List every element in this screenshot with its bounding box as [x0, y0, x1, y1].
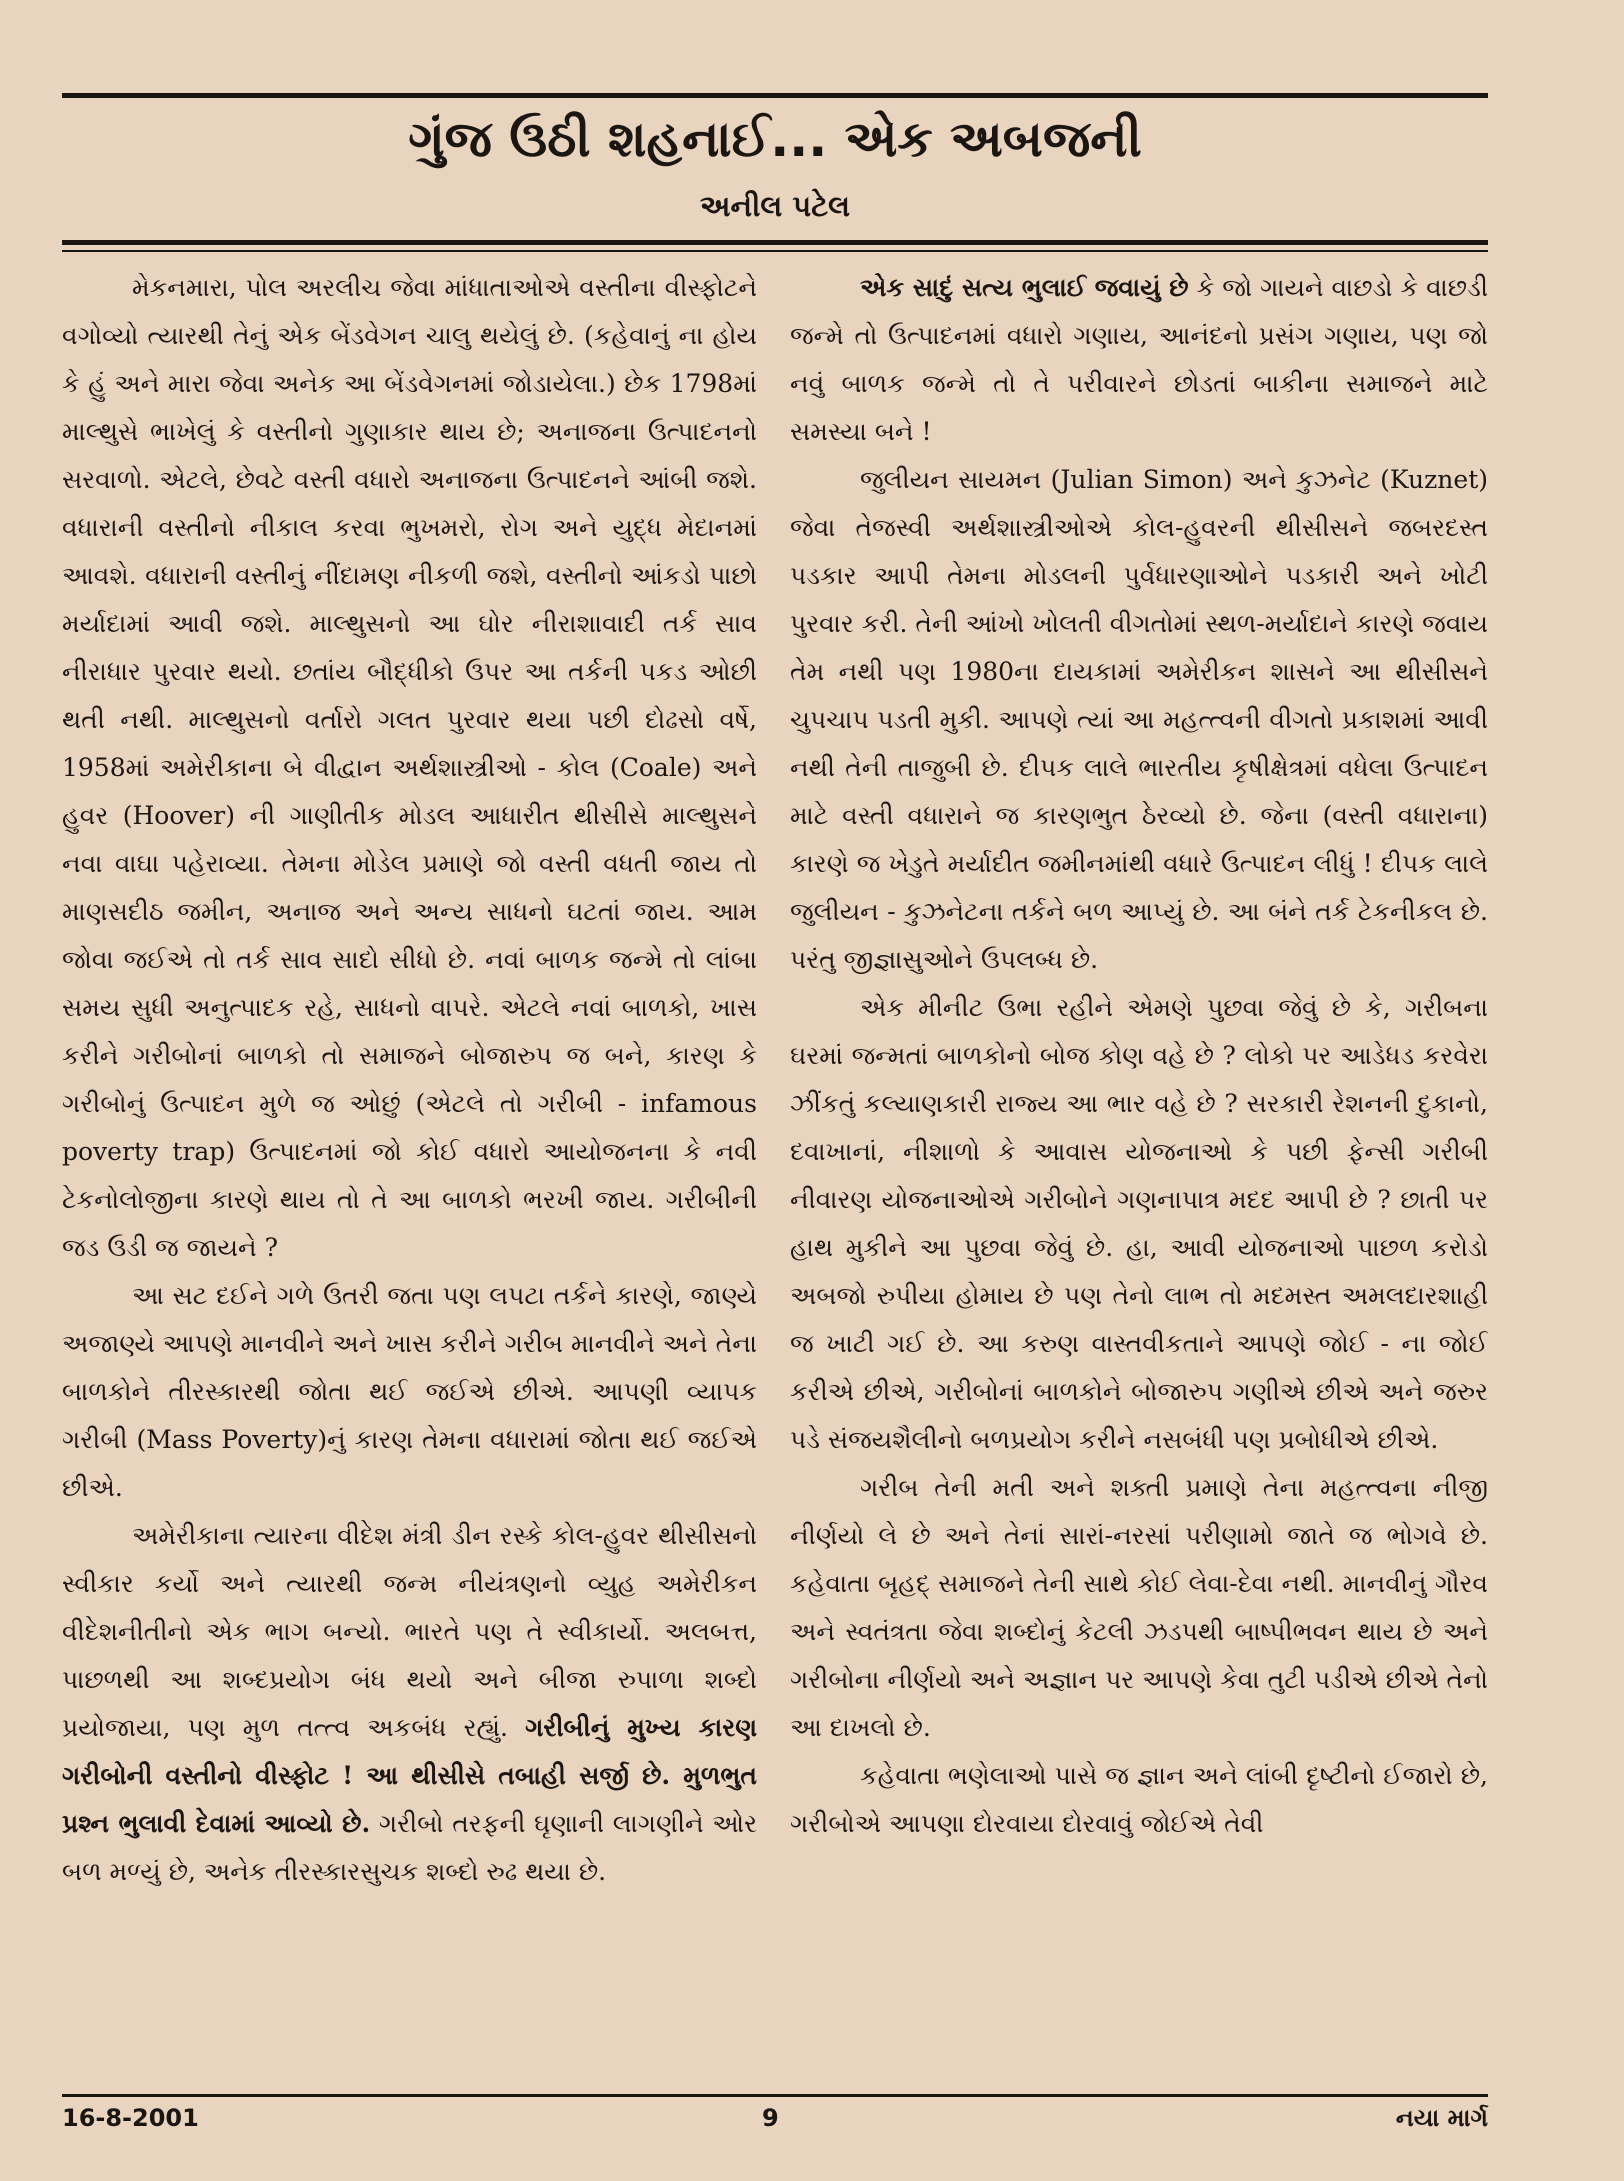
paragraph: [790, 264, 1488, 456]
paragraph: જુલીયન સાયમન (Julian Simon) અને કુઝનેટ (Kuznet) જેવા તેજસ્વી અર્થશાસ્ત્રીઓએ કોલ-હુવરની થીસીસને જબરદસ્ત પડકાર આપી તેમના મોડલની પુર્વધારણાઓને પડકારી અને ખોટી પુરવાર કરી. તેની આંખો ખોલતી વીગતોમાં સ્થળ-મર્યાદાને કારણે જવાય તેમ નથી પણ 1980ના દાયકામાં અમેરીકન શાસને આ થીસીસને ચુપચાપ પડતી મુકી. આપણે ત્યાં આ મહત્ત્વની વીગતો પ્રકાશમાં આવી નથી તેની તાજુબી છે. દીપક લાલે ભારતીય કૃષીક્ષેત્રમાં વધેલા ઉત્પાદન માટે વસ્તી વધારાને જ કારણભુત ઠેરવ્યો છે. જેના (વસ્તી વધારાના) કારણે જ ખેડુતે મર્યાદીત જમીનમાંથી વધારે ઉત્પાદન લીધું ! દીપક લાલે જુલીયન - કુઝનેટના તર્કને બળ આપ્યું છે. આ બંને તર્ક ટેકનીકલ છે. પરંતુ જીજ્ઞાસુઓને ઉપલબ્ધ છે.: [790, 465, 1488, 974]
footer-date: 16-8-2001: [62, 2104, 199, 2132]
header-rule: [62, 240, 1488, 245]
paragraph: કહેવાતા ભણેલાઓ પાસે જ જ્ઞાન અને લાંબી દૃષ્ટીનો ઈજારો છે, ગરીબોએ આપણા દોરવાયા દોરવાવું જોઈએ તેવી: [790, 1761, 1488, 1838]
paragraph: એક મીનીટ ઉભા રહીને એમણે પુછવા જેવું છે કે, ગરીબના ઘરમાં જન્મતાં બાળકોનો બોજ કોણ વહે છે ? લોકો પર આડેધડ કરવેરા ઝીંકતું કલ્યાણકારી રાજ્ય આ ભાર વહે છે ? સરકારી રેશનની દુકાનો, દવાખાનાં, નીશાળો કે આવાસ યોજનાઓ કે પછી ફેન્સી ગરીબી નીવારણ યોજનાઓએ ગરીબોને ગણનાપાત્ર મદદ આપી છે ? છાતી પર હાથ મુકીને આ પુછવા જેવું છે. હા, આવી યોજનાઓ પાછળ કરોડો અબજો રુપીયા હોમાય છે પણ તેનો લાભ તો મદમસ્ત અમલદારશાહી જ ખાટી ગઈ છે. આ કરુણ વાસ્તવીકતાને આપણે જોઈ - ના જોઈ કરીએ છીએ, ગરીબોનાં બાળકોને બોજારુપ ગણીએ છીએ અને જરુર પડે સંજયશૈલીનો બળપ્રયોગ કરીને નસબંધી પણ પ્રબોધીએ છીએ.: [790, 993, 1488, 1454]
paragraph: ગરીબ તેની મતી અને શક્તી પ્રમાણે તેના મહત્ત્વના નીજી નીર્ણયો લે છે અને તેનાં સારાં-નરસાં પરીણામો જાતે જ ભોગવે છે. કહેવાતા બૃહદ્ સમાજને તેની સાથે કોઈ લેવા-દેવા નથી. માનવીનું ગૌરવ અને સ્વતંત્રતા જેવા શબ્દોનું કેટલી ઝડપથી બાષ્પીભવન થાય છે અને ગરીબોના નીર્ણયો અને અજ્ઞાન પર આપણે કેવા તુટી પડીએ છીએ તેનો આ દાખલો છે.: [790, 1473, 1488, 1742]
article-title: ગુંજ ઉઠી શહનાઈ... એક અબજની: [408, 110, 1142, 168]
page-footer: [62, 2104, 1488, 2140]
magazine-name: નયા માર્ગ: [1395, 2104, 1488, 2132]
page-number: 9: [762, 2104, 779, 2132]
bold-text: ગરીબીનું મુખ્ય કારણ ગરીબોની વસ્તીનો વીસ્ફોટ ! આ થીસીસે તબાહી સર્જી છે. મુળભુત પ્રશ્ન ભુલાવી દેવામાં આવ્યો છે.: [62, 1713, 757, 1838]
article-author: અનીલ પટેલ: [699, 189, 851, 223]
paragraph-text: કે જો ગાયને વાછડો કે વાછડી જન્મે તો ઉત્પાદનમાં વધારો ગણાય, આનંદનો પ્રસંગ ગણાય, પણ જો નવું બાળક જન્મે તો તે પરીવારને છોડતાં બાકીના સમાજને માટે સમસ્યા બને !: [790, 273, 1488, 446]
bold-text: એક સાદું સત્ય ભુલાઈ જવાયું છે: [860, 273, 1189, 302]
paragraph: આ સટ દઈને ગળે ઉતરી જતા પણ લપટા તર્કને કારણે, જાણ્યે અજાણ્યે આપણે માનવીને અને ખાસ કરીને ગરીબ માનવીને અને તેના બાળકોને તીરસ્કારથી જોતા થઈ જઈએ છીએ. આપણી વ્યાપક ગરીબી (Mass Poverty)નું કારણ તેમના વધારામાં જોતા થઈ જઈએ છીએ.: [62, 1281, 757, 1502]
header-rule-thin: [62, 250, 1488, 252]
paragraph: [62, 1512, 757, 1896]
paragraph-text: ગરીબો તરફની ઘૃણાની લાગણીને ઓર બળ મળ્યું છે, અનેક તીરસ્કારસુચક શબ્દો રુઢ થયા છે.: [62, 1809, 757, 1886]
paragraph-text: અમેરીકાના ત્યારના વીદેશ મંત્રી ડીન રસ્કે કોલ-હુવર થીસીસનો સ્વીકાર કર્યો અને ત્યારથી જન્મ નીયંત્રણનો વ્યુહ અમેરીકન વીદેશનીતીનો એક ભાગ બન્યો. ભારતે પણ તે સ્વીકાર્યો. અલબત્ત, પાછળથી આ શબ્દપ્રયોગ બંધ થયો અને બીજા રુપાળા શબ્દો પ્રયોજાયા, પણ મુળ તત્ત્વ અકબંધ રહ્યું.: [62, 1521, 757, 1742]
footer-rule: [62, 2094, 1488, 2097]
right-column: [790, 264, 1488, 2084]
left-column: [62, 264, 757, 2084]
top-rule: [62, 93, 1488, 98]
paragraph: મેકનમારા, પોલ અરલીચ જેવા માંધાતાઓએ વસ્તીના વીસ્ફોટને વગોવ્યો ત્યારથી તેનું એક બેંડવેગન ચાલુ થયેલું છે. (કહેવાનું ના હોય કે હું અને મારા જેવા અનેક આ બેંડવેગનમાં જોડાયેલા.) છેક 1798માં માલ્થુસે ભાખેલું કે વસ્તીનો ગુણાકાર થાય છે; અનાજના ઉત્પાદનનો સરવાળો. એટલે, છેવટે વસ્તી વધારો અનાજના ઉત્પાદનને આંબી જશે. વધારાની વસ્તીનો નીકાલ કરવા ભુખમરો, રોગ અને યુદ્ધ મેદાનમાં આવશે. વધારાની વસ્તીનું નીંદામણ નીકળી જશે, વસ્તીનો આંકડો પાછો મર્યાદામાં આવી જશે. માલ્થુસનો આ ઘોર નીરાશાવાદી તર્ક સાવ નીરાધાર પુરવાર થયો. છતાંય બૌદ્ધીકો ઉપર આ તર્કની પકડ ઓછી થતી નથી. માલ્થુસનો વર્તારો ગલત પુરવાર થયા પછી દોઢસો વર્ષે, 1958માં અમેરીકાના બે વીદ્વાન અર્થશાસ્ત્રીઓ - કોલ (Coale) અને હુવર (Hoover) ની ગાણીતીક મોડલ આધારીત થીસીસે માલ્થુસને નવા વાઘા પહેરાવ્યા. તેમના મોડેલ પ્રમાણે જો વસ્તી વધતી જાય તો માણસદીઠ જમીન, અનાજ અને અન્ય સાધનો ઘટતાં જાય. આમ જોવા જઈએ તો તર્ક સાવ સાદો સીધો છે. નવાં બાળક જન્મે તો લાંબા સમય સુધી અનુત્પાદક રહે, સાધનો વાપરે. એટલે નવાં બાળકો, ખાસ કરીને ગરીબોનાં બાળકો તો સમાજને બોજારુપ જ બને, કારણ કે ગરીબોનું ઉત્પાદન મુળે જ ઓછું (એટલે તો ગરીબી - infamous poverty trap) ઉત્પાદનમાં જો કોઈ વધારો આયોજનના કે નવી ટેકનોલોજીના કારણે થાય તો તે આ બાળકો ભરખી જાય. ગરીબીની જડ ઉડી જ જાયને ?: [62, 273, 757, 1262]
